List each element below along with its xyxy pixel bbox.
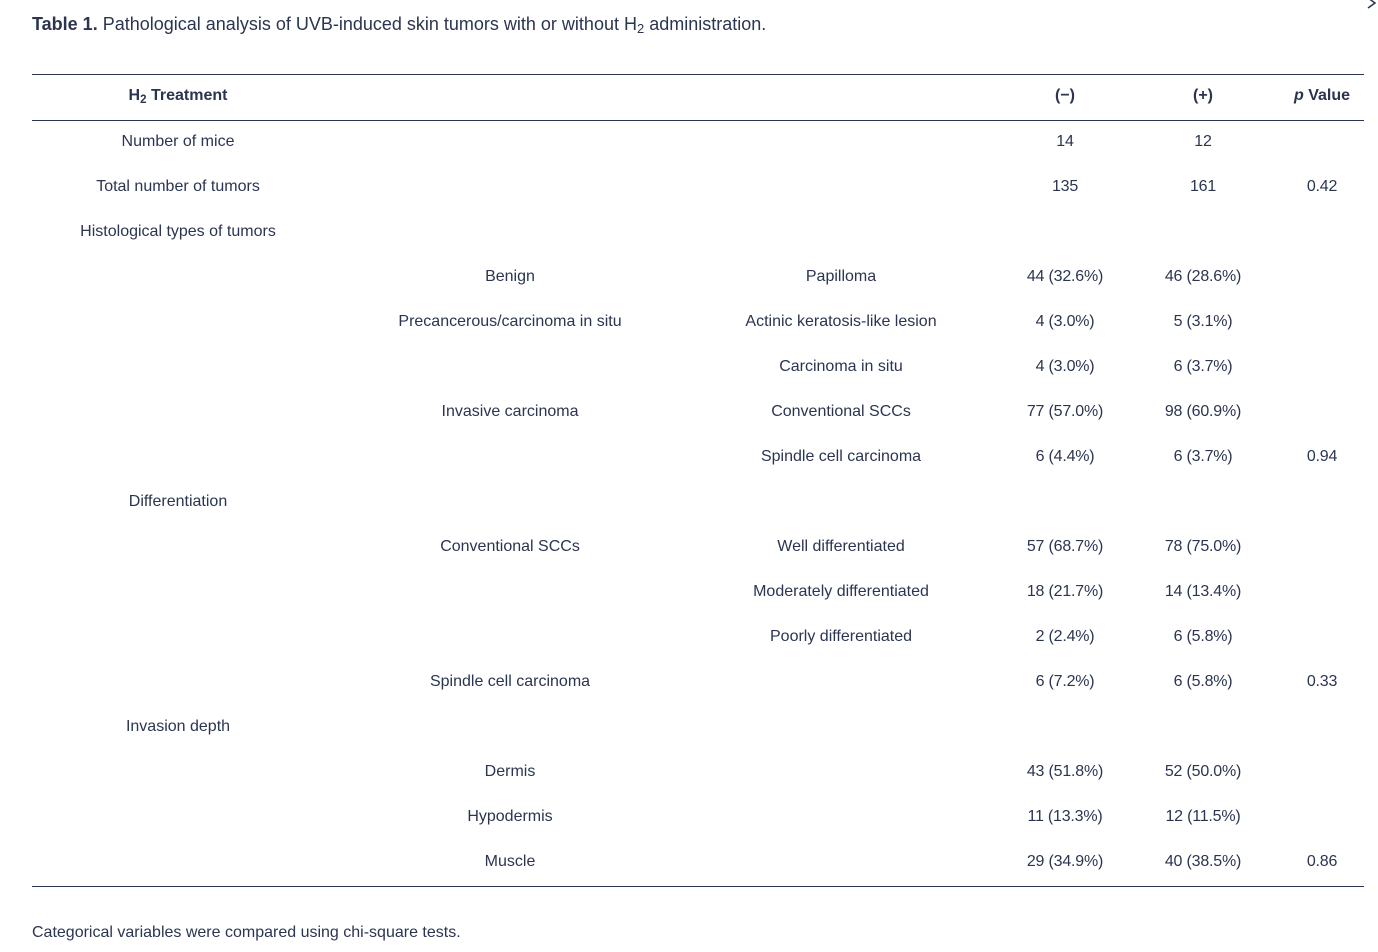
caption-subscript: 2 bbox=[636, 21, 645, 37]
table-cell-c2: Hypodermis bbox=[467, 808, 553, 825]
table-cell-pos: 12 bbox=[1194, 133, 1212, 150]
table-cell-pos: 98 (60.9%) bbox=[1164, 403, 1242, 420]
table-cell-pos: 161 bbox=[1189, 178, 1217, 195]
caption-text bbox=[102, 14, 767, 37]
table-cell-c2: Dermis bbox=[484, 763, 536, 780]
header-treatment bbox=[129, 87, 228, 105]
header-p-value bbox=[1294, 87, 1350, 105]
table-cell-c2: Benign bbox=[485, 268, 535, 285]
table-header-rule bbox=[32, 120, 1364, 121]
header-treatment-rest: Treatment bbox=[146, 87, 228, 104]
table-cell-c3: Well differentiated bbox=[777, 538, 905, 555]
table-cell-neg: 6 (7.2%) bbox=[1035, 673, 1095, 690]
table-cell-neg: 4 (3.0%) bbox=[1035, 358, 1095, 375]
table-cell-c1: Invasion depth bbox=[125, 718, 231, 735]
table-cell-pos: 6 (5.8%) bbox=[1173, 673, 1233, 690]
table-cell-pos: 52 (50.0%) bbox=[1164, 763, 1242, 780]
table-cell-neg: 6 (4.4%) bbox=[1035, 448, 1095, 465]
table-cell-neg: 29 (34.9%) bbox=[1026, 853, 1104, 870]
table-cell-c2: Invasive carcinoma bbox=[441, 403, 579, 420]
table-cell-p: 0.33 bbox=[1306, 673, 1338, 690]
table-cell-c2: Precancerous/carcinoma in situ bbox=[398, 313, 622, 330]
table-cell-c3: Poorly differentiated bbox=[769, 628, 913, 645]
table-cell-c2: Muscle bbox=[484, 853, 536, 870]
header-treatment-h: H bbox=[128, 87, 141, 104]
table-cell-pos: 14 (13.4%) bbox=[1164, 583, 1242, 600]
table-caption bbox=[32, 14, 766, 35]
table-cell-pos: 40 (38.5%) bbox=[1164, 853, 1242, 870]
table-cell-c1: Total number of tumors bbox=[96, 178, 260, 195]
caption-text-after: administration. bbox=[644, 14, 767, 34]
table-cell-neg: 18 (21.7%) bbox=[1026, 583, 1104, 600]
header-positive: (+) bbox=[1193, 87, 1213, 104]
table-cell-pos: 78 (75.0%) bbox=[1164, 538, 1242, 555]
header-p-italic: p bbox=[1293, 87, 1304, 104]
table-bottom-rule bbox=[32, 886, 1364, 887]
table-cell-p: 0.42 bbox=[1306, 178, 1338, 195]
table-cell-neg: 2 (2.4%) bbox=[1035, 628, 1095, 645]
table-cell-neg: 11 (13.3%) bbox=[1027, 808, 1103, 825]
table-cell-p: 0.94 bbox=[1306, 448, 1338, 465]
table-cell-p: 0.86 bbox=[1306, 853, 1338, 870]
table-cell-pos: 5 (3.1%) bbox=[1173, 313, 1233, 330]
header-p-rest: Value bbox=[1303, 87, 1351, 104]
caption-text-before: Pathological analysis of UVB-induced skin tumors with or without H bbox=[102, 14, 637, 34]
table-cell-c1: Differentiation bbox=[128, 493, 228, 510]
table-cell-neg: 135 bbox=[1051, 178, 1079, 195]
table-cell-pos: 6 (3.7%) bbox=[1173, 448, 1233, 465]
table-footnote: Categorical variables were compared using chi-square tests. bbox=[32, 924, 461, 941]
chevron-icon[interactable] bbox=[1364, 0, 1378, 10]
header-negative: (−) bbox=[1055, 87, 1075, 104]
table-cell-neg: 77 (57.0%) bbox=[1026, 403, 1104, 420]
caption-label: Table 1. bbox=[32, 14, 98, 34]
table-cell-neg: 57 (68.7%) bbox=[1026, 538, 1104, 555]
table-cell-pos: 6 (5.8%) bbox=[1173, 628, 1233, 645]
table-cell-neg: 44 (32.6%) bbox=[1026, 268, 1104, 285]
table-cell-neg: 14 bbox=[1056, 133, 1074, 150]
table-cell-c3: Actinic keratosis-like lesion bbox=[745, 313, 937, 330]
table-top-rule bbox=[32, 74, 1364, 75]
table-cell-c1: Histological types of tumors bbox=[80, 223, 276, 240]
table-cell-neg: 4 (3.0%) bbox=[1035, 313, 1095, 330]
table-cell-pos: 46 (28.6%) bbox=[1164, 268, 1242, 285]
table-cell-neg: 43 (51.8%) bbox=[1026, 763, 1104, 780]
table-cell-c1: Number of mice bbox=[121, 133, 235, 150]
table-cell-pos: 12 (11.5%) bbox=[1165, 808, 1241, 825]
table-cell-c2: Conventional SCCs bbox=[440, 538, 580, 555]
table-cell-c3: Conventional SCCs bbox=[771, 403, 911, 420]
header-treatment-sub: 2 bbox=[140, 93, 147, 106]
table-cell-c3: Carcinoma in situ bbox=[779, 358, 903, 375]
table-cell-pos: 6 (3.7%) bbox=[1173, 358, 1233, 375]
table-cell-c3: Moderately differentiated bbox=[753, 583, 929, 600]
table-cell-c3: Spindle cell carcinoma bbox=[760, 448, 922, 465]
table-cell-c2: Spindle cell carcinoma bbox=[429, 673, 591, 690]
table-cell-c3: Papilloma bbox=[805, 268, 877, 285]
